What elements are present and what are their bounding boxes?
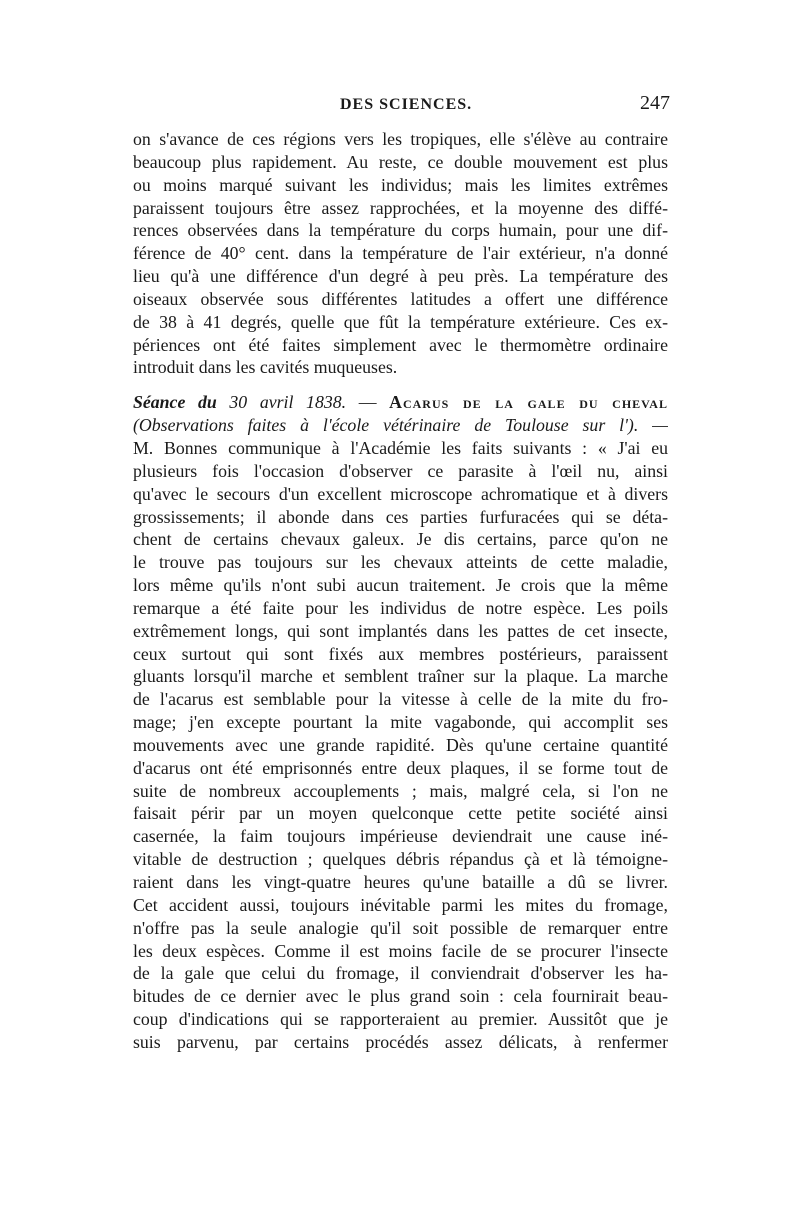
paragraph-acarus: [133, 414, 668, 1054]
text-line: ou moins marqué suivant les individus; mais les limites extrêmes: [133, 174, 668, 195]
text-line: casernée, la faim toujours impérieuse deviendrait une cause iné-: [133, 826, 668, 847]
session-label: Séance du: [133, 392, 217, 413]
text-line: Cet accident aussi, toujours inévitable parmi les mites du fromage,: [133, 894, 668, 915]
running-head: [130, 92, 670, 126]
text-line: introduit dans les cavités muqueuses.: [133, 357, 398, 378]
text-line: les deux espèces. Comme il est moins facile de se procurer l'insecte: [133, 940, 668, 961]
section-title: Acarus de la gale du cheval: [389, 392, 668, 413]
text-line: suite de nombreux accouplements ; mais, malgré cela, si l'on ne: [133, 780, 668, 801]
text-line: rences observées dans la température du corps humain, pour une dif-: [133, 220, 668, 241]
text-line: coup d'indications qui se rapporteraient au premier. Aussitôt que je: [133, 1009, 668, 1030]
text-line: n'offre pas la seule analogie qu'il soit possible de remarquer entre: [133, 917, 668, 938]
session-date: 30 avril 1838.: [229, 392, 347, 413]
text-line: le trouve pas toujours sur les chevaux atteints de cette maladie,: [133, 552, 668, 573]
session-heading: [133, 391, 668, 414]
page-body: [133, 128, 668, 1054]
page-number: 247: [640, 92, 670, 114]
text-line: plusieurs fois l'occasion d'observer ce parasite à l'œil nu, ainsi: [133, 460, 668, 481]
text-line: d'acarus ont été emprisonnés entre deux plaques, il se forme tout de: [133, 757, 668, 778]
text-line: mouvements avec une grande rapidité. Dès qu'une certaine quantité: [133, 734, 668, 755]
text-line: (Observations faites à l'école vétérinaire de Toulouse sur l'). —: [133, 415, 668, 436]
text-line: mage; j'en excepte pourtant la mite vagabonde, qui accomplit ses: [133, 712, 668, 733]
text-line: gluants lorsqu'il marche et semblent traîner sur la plaque. La marche: [133, 666, 668, 687]
text-line: chent de certains chevaux galeux. Je dis certains, parce qu'on ne: [133, 529, 668, 550]
running-title: DES SCIENCES.: [340, 96, 473, 113]
text-line: qu'avec le secours d'un excellent microscope achromatique et à divers: [133, 483, 668, 504]
text-line: beaucoup plus rapidement. Au reste, ce double mouvement est plus: [133, 151, 668, 172]
text-line: on s'avance de ces régions vers les tropiques, elle s'élève au contraire: [133, 129, 668, 149]
text-line: M. Bonnes communique à l'Académie les faits suivants : « J'ai eu: [133, 437, 668, 458]
text-line: ceux surtout qui sont fixés aux membres postérieurs, paraissent: [133, 643, 668, 664]
text-line: périences ont été faites simplement avec le thermomètre ordinaire: [133, 334, 668, 355]
text-line: grossissements; il abonde dans ces parties furfuracées qui se déta-: [133, 506, 668, 527]
text-line: remarque a été faite pour les individus de notre espèce. Les poils: [133, 597, 668, 618]
text-line: oiseaux observée sous différentes latitudes a offert une différence: [133, 288, 668, 309]
text-line: lieu qu'à une différence d'un degré à peu près. La température des: [133, 266, 668, 287]
session-dash: —: [358, 392, 377, 413]
text-line: férence de 40° cent. dans la température de l'air extérieur, n'a donné: [133, 243, 668, 264]
text-line: bitudes de ce dernier avec le plus grand soin : cela fournirait beau-: [133, 986, 668, 1007]
text-line: raient dans les vingt-quatre heures qu'une bataille a dû se livrer.: [133, 872, 668, 892]
text-line: de 38 à 41 degrés, quelle que fût la température extérieure. Ces ex-: [133, 311, 668, 332]
text-line: paraissent toujours être assez rapprochées, et la moyenne des diffé-: [133, 197, 668, 218]
paragraph-temperature: [133, 128, 668, 379]
text-line: vitable de destruction ; quelques débris répandus çà et là témoigne-: [133, 849, 668, 870]
text-line: suis parvenu, par certains procédés assez délicats, à renfermer: [133, 1031, 668, 1052]
text-line: faisait périr par un moyen quelconque cette petite société ainsi: [133, 803, 668, 824]
text-line: lors même qu'ils n'ont subi aucun traitement. Je crois que la même: [133, 575, 668, 596]
text-line: de l'acarus est semblable pour la vitesse à celle de la mite du fro-: [133, 689, 668, 710]
text-line: de la gale que celui du fromage, il conviendrait d'observer les ha-: [133, 963, 668, 984]
text-line: extrêmement longs, qui sont implantés dans les pattes de cet insecte,: [133, 620, 668, 641]
